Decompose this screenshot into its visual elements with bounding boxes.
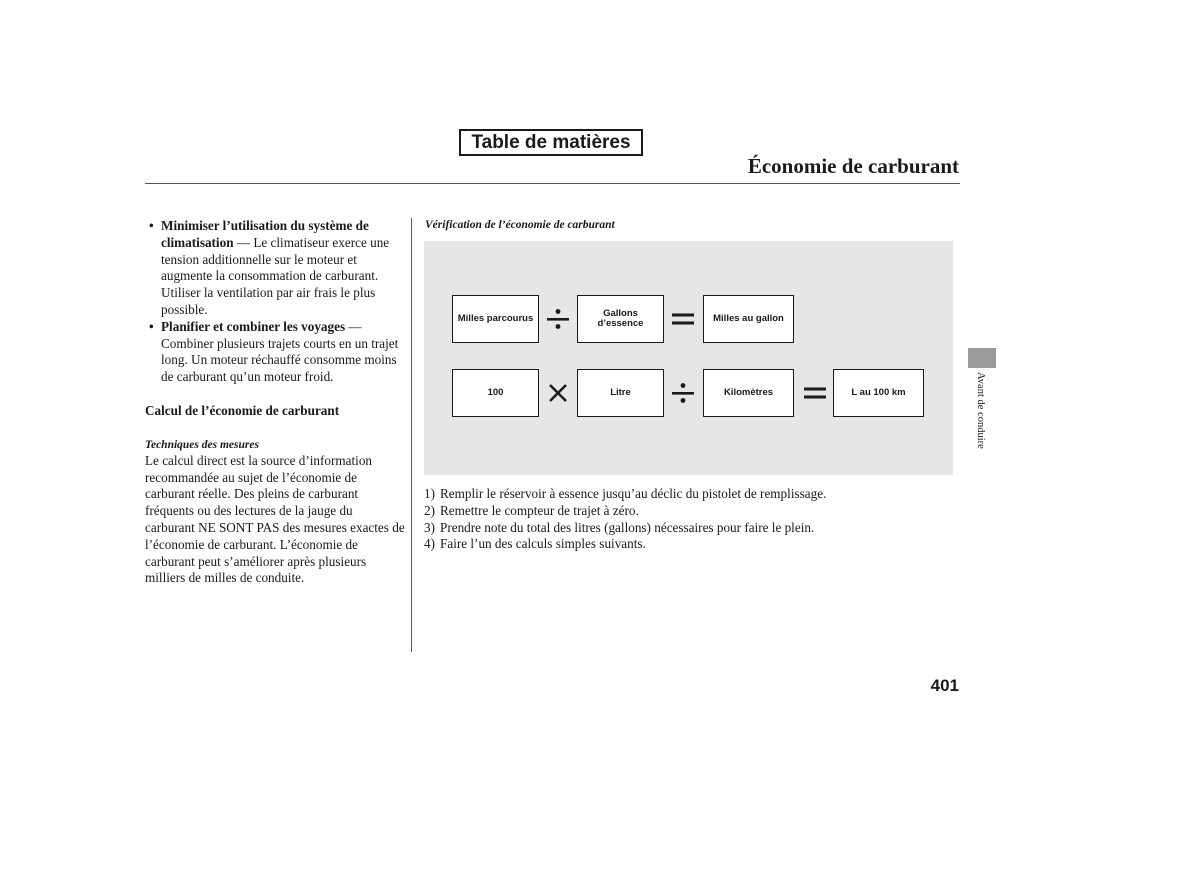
step-text: Prendre note du total des litres (gallons) nécessaires pour faire le plein. — [440, 519, 815, 535]
step-number: 1) — [424, 486, 435, 501]
step-text: Remplir le réservoir à essence jusqu’au déclic du pistolet de remplissage. — [440, 486, 827, 501]
section-tab-label: Avant de conduire — [975, 372, 986, 449]
sub-heading: Techniques des mesures — [145, 438, 259, 451]
multiply-icon — [544, 379, 572, 407]
box-100 — [452, 369, 539, 417]
bullet-air-conditioning — [145, 218, 405, 319]
divide-icon — [544, 305, 572, 333]
box-litres — [577, 369, 664, 417]
section-heading: Calcul de l’économie de carburant — [145, 402, 340, 418]
equals-icon — [669, 305, 697, 333]
box-label: Milles au gallon — [713, 312, 784, 324]
step-text: Faire l’un des calculs simples suivants. — [440, 536, 646, 552]
list-item — [424, 503, 964, 520]
divide-icon — [669, 379, 697, 407]
step-text: Remettre le compteur de trajet à zéro. — [440, 502, 639, 518]
header-divider — [145, 183, 960, 184]
box-label: Kilomètres — [723, 386, 774, 398]
list-item — [424, 486, 964, 503]
box-label-line2: d’essence — [597, 318, 644, 329]
bullet-title: Planifier et combiner les voyages — [161, 318, 346, 334]
bullet-dot-icon: • — [149, 318, 154, 334]
step-number: 4) — [424, 536, 435, 552]
step-number: 2) — [424, 502, 435, 518]
box-gallons — [577, 295, 664, 343]
list-item — [424, 520, 964, 537]
steps-list — [424, 486, 964, 553]
section-tab-marker — [968, 348, 996, 368]
step-number: 3) — [424, 519, 435, 535]
box-label-line1: Gallons — [603, 307, 638, 319]
box-litres-per-100km — [833, 369, 924, 417]
box-label: L au 100 km — [851, 386, 906, 398]
bullet-dot-icon: • — [149, 218, 154, 233]
bullet-plan-trips — [145, 319, 405, 386]
bullet-title: Minimiser l’utilisation du système de climatisation — [161, 218, 369, 250]
box-miles-per-gallon — [703, 295, 794, 343]
fuel-economy-diagram — [424, 241, 953, 475]
page-title: Économie de carburant — [747, 154, 959, 178]
page-number: 401 — [930, 676, 959, 695]
equals-icon — [801, 379, 829, 407]
bullet-text: — Combiner plusieurs trajets courts en un trajet long. Un moteur réchauffé consomme moins de carburant qu’un moteur froid. — [161, 318, 399, 385]
paragraph: Le calcul direct est la source d’information recommandée au sujet de l’économie de carburant réelle. Des pleins de carburant fréquents ou des lectures de la jauge du carburant NE SONT PAS des mesures exactes de l’économie de carburant. L’économie de carburant peut s’améliorer après plusieurs milliers de milles de conduite. — [145, 452, 405, 586]
bullet-text: — Le climatiseur exerce une tension additionnelle sur le moteur et augmente la consommation de carburant. Utiliser la ventilation par air frais le plus possible. — [161, 234, 390, 317]
box-miles-driven — [452, 295, 539, 343]
table-of-contents-button[interactable]: Table de matières — [459, 129, 643, 156]
figure-caption: Vérification de l’économie de carburant — [425, 219, 615, 231]
column-divider — [411, 218, 412, 652]
box-label: 100 — [487, 386, 504, 398]
box-kilometres — [703, 369, 794, 417]
left-column — [145, 218, 405, 587]
box-label: Litre — [610, 386, 631, 398]
list-item — [424, 536, 964, 553]
box-label: Milles parcourus — [457, 312, 534, 324]
